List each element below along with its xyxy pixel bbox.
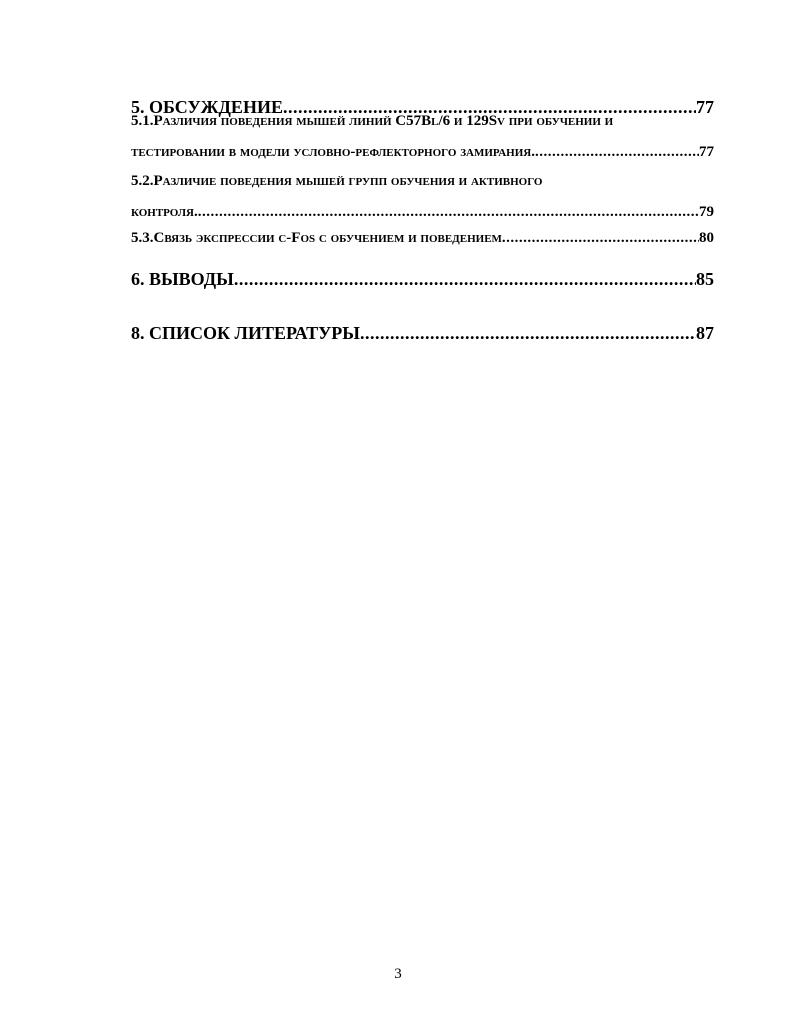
- toc-entry-references: [131, 323, 714, 344]
- toc-leader-dots: [198, 204, 699, 221]
- toc-entry-5-3: [131, 230, 714, 247]
- toc-title: 5. ОБСУЖДЕНИЕ: [131, 97, 283, 117]
- toc-leader-dots: [535, 144, 699, 161]
- toc-entry-5-1: [131, 113, 714, 161]
- page-number: 3: [394, 966, 402, 982]
- toc-title-line2: контроля.: [131, 204, 198, 220]
- toc-leader-dots: [234, 269, 696, 290]
- toc-leader-dots: [502, 230, 699, 247]
- toc-title-line2: тестировании в модели условно-рефлекторного замирания.: [131, 144, 535, 160]
- toc-title: 5.3.Связь экспрессии c-Fos с обучением и поведением: [131, 230, 502, 246]
- toc-page-number: 85: [696, 269, 714, 289]
- toc-page-number: 79: [699, 204, 714, 220]
- toc-entry-conclusions: [131, 269, 714, 290]
- toc-page-number: 80: [699, 230, 714, 246]
- toc-page-number: 87: [696, 323, 714, 343]
- toc-title: 8. СПИСОК ЛИТЕРАТУРЫ: [131, 323, 360, 343]
- toc-entry-5-2: [131, 173, 714, 221]
- toc-page-number: 77: [699, 144, 714, 160]
- toc-page-number: 77: [696, 97, 714, 117]
- toc-leader-dots: [360, 323, 696, 344]
- toc-title-line1: 5.1.Различия поведения мышей линий C57Bl/6 и 129Sv при обучении и: [131, 113, 614, 129]
- toc-title: 6. ВЫВОДЫ: [131, 269, 234, 289]
- toc-title-line1: 5.2.Различие поведения мышей групп обучения и активного: [131, 173, 543, 189]
